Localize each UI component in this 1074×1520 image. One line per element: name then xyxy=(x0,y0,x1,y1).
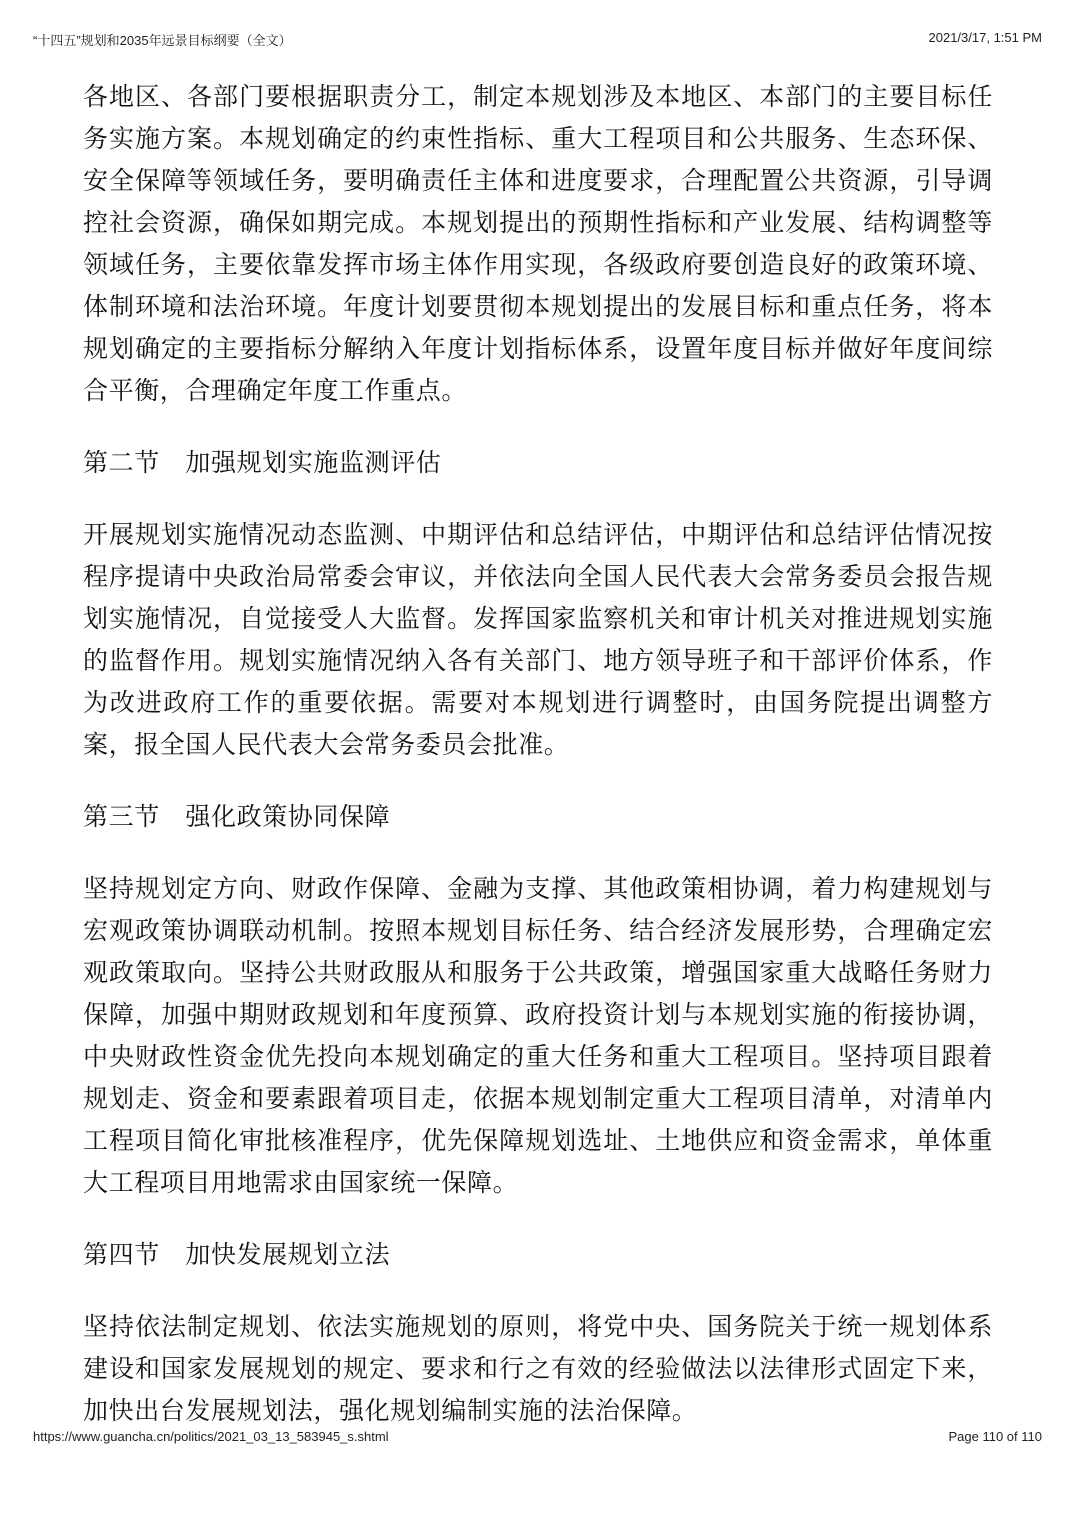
document-title: “十四五”规划和2035年远景目标纲要（全文） xyxy=(33,33,292,48)
print-datetime: 2021/3/17, 1:51 PM xyxy=(928,30,1042,45)
section-heading: 第二节 加强规划实施监测评估 xyxy=(83,448,442,477)
paragraph: 坚持规划定方向、财政作保障、金融为支撑、其他政策相协调，着力构建规划与宏观政策协调联动机制。按照本规划目标任务、结合经济发展形势，合理确定宏观政策取向。坚持公共财政服从和服务于公共政策，增强国家重大战略任务财力保障，加强中期财政规划和年度预算、政府投资计划与本规划实施的衔接协调，中央财政性资金优先投向本规划确定的重大任务和重大工程项目。坚持项目跟着规划走、资金和要素跟着项目走，依据本规划制定重大工程项目清单，对清单内工程项目简化审批核准程序，优先保障规划选址、土地供应和资金需求，单体重大工程项目用地需求由国家统一保障。 xyxy=(83,874,993,1197)
section-heading: 第四节 加快发展规划立法 xyxy=(83,1240,391,1269)
page-footer xyxy=(33,1429,1042,1449)
paragraph: 坚持依法制定规划、依法实施规划的原则，将党中央、国务院关于统一规划体系建设和国家发展规划的规定、要求和行之有效的经验做法以法律形式固定下来，加快出台发展规划法，强化规划编制实施的法治保障。 xyxy=(83,1312,993,1425)
paragraph: 各地区、各部门要根据职责分工，制定本规划涉及本地区、本部门的主要目标任务实施方案。本规划确定的约束性指标、重大工程项目和公共服务、生态环保、安全保障等领域任务，要明确责任主体和进度要求，合理配置公共资源，引导调控社会资源，确保如期完成。本规划提出的预期性指标和产业发展、结构调整等领域任务，主要依靠发挥市场主体作用实现，各级政府要创造良好的政策环境、体制环境和法治环境。年度计划要贯彻本规划提出的发展目标和重点任务，将本规划确定的主要指标分解纳入年度计划指标体系，设置年度目标并做好年度间综合平衡，合理确定年度工作重点。 xyxy=(83,82,993,405)
source-url: https://www.guancha.cn/politics/2021_03_13_583945_s.shtml xyxy=(33,1429,389,1444)
document-body xyxy=(83,76,993,1462)
section-heading: 第三节 强化政策协同保障 xyxy=(83,802,391,831)
paragraph: 开展规划实施情况动态监测、中期评估和总结评估，中期评估和总结评估情况按程序提请中央政治局常委会审议，并依法向全国人民代表大会常务委员会报告规划实施情况，自觉接受人大监督。发挥国家监察机关和审计机关对推进规划实施的监督作用。规划实施情况纳入各有关部门、地方领导班子和干部评价体系，作为改进政府工作的重要依据。需要对本规划进行调整时，由国务院提出调整方案，报全国人民代表大会常务委员会批准。 xyxy=(83,520,993,759)
page-number: Page 110 of 110 xyxy=(948,1429,1042,1444)
page-header xyxy=(33,30,1042,50)
